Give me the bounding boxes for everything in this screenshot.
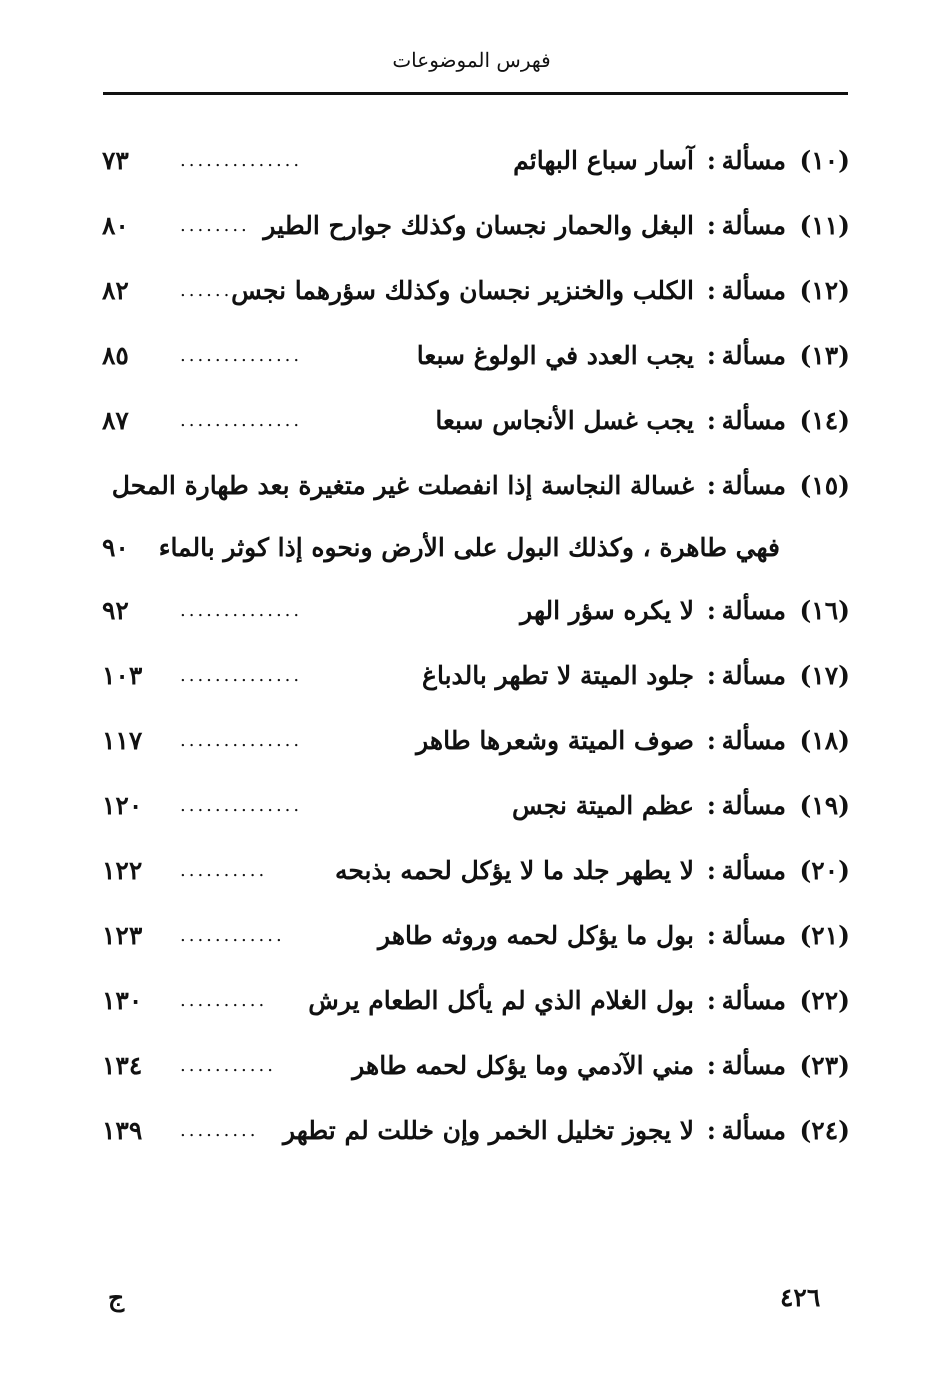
entry-number: (١١) — [799, 211, 850, 240]
entry-page-number: ١٢٣ — [102, 921, 143, 950]
entry-keyword: مسألة — [721, 471, 786, 500]
entry-colon: : — [706, 471, 716, 500]
entry-number: (٢١) — [799, 921, 850, 950]
entry-colon: : — [706, 726, 716, 755]
entry-title: لا يكره سؤر الهر — [520, 596, 694, 625]
entry-number: (١٩) — [799, 791, 850, 820]
entry-keyword: مسألة — [721, 856, 786, 885]
entry-page-number: ١٠٣ — [102, 661, 143, 690]
entry-colon: : — [706, 211, 716, 240]
entry-keyword: مسألة — [721, 791, 786, 820]
entry-keyword: مسألة — [721, 596, 786, 625]
entry-page-number: ١٣٤ — [102, 1051, 143, 1080]
entry-colon: : — [706, 791, 716, 820]
entry-page-number: ١٣٩ — [102, 1116, 143, 1145]
entry-number: (١٢) — [799, 276, 850, 305]
entry-colon: : — [706, 406, 716, 435]
entry-title-continuation: فهي طاهرة ، وكذلك البول على الأرض ونحوه إذا كوثر بالماء — [158, 533, 780, 562]
dot-leader: .............. — [180, 150, 303, 171]
entry-keyword: مسألة — [721, 276, 786, 305]
entry-keyword: مسألة — [721, 406, 786, 435]
dot-leader: .............. — [180, 410, 303, 431]
entry-keyword: مسألة — [721, 146, 786, 175]
entry-colon: : — [706, 661, 716, 690]
entry-keyword: مسألة — [721, 661, 786, 690]
toc-entry — [100, 461, 850, 586]
dot-leader: .......... — [180, 860, 268, 881]
entry-page-number: ٨٠ — [102, 211, 129, 240]
entry-number: (١٣) — [799, 341, 850, 370]
entry-title: عظم الميتة نجس — [512, 791, 694, 820]
toc-entry — [100, 136, 850, 201]
dot-leader: .............. — [180, 730, 303, 751]
entry-page-number: ٨٢ — [102, 276, 129, 305]
dot-leader: .............. — [180, 665, 303, 686]
entry-keyword: مسألة — [721, 1051, 786, 1080]
entry-keyword: مسألة — [721, 986, 786, 1015]
entry-keyword: مسألة — [721, 921, 786, 950]
toc-entry — [100, 651, 850, 716]
entry-title: يجب العدد في الولوغ سبعا — [416, 341, 694, 370]
entry-number: (٢٤) — [799, 1116, 850, 1145]
dot-leader: .......... — [180, 990, 268, 1011]
page-number: ٤٢٦ — [780, 1283, 821, 1312]
entry-title: صوف الميتة وشعرها طاهر — [416, 726, 694, 755]
entry-title: بول الغلام الذي لم يأكل الطعام يرش — [308, 986, 694, 1015]
entry-colon: : — [706, 1051, 716, 1080]
toc-entry — [100, 266, 850, 331]
entry-number: (١٧) — [799, 661, 850, 690]
dot-leader: ............ — [180, 925, 285, 946]
entry-title: لا يجوز تخليل الخمر وإن خللت لم تطهر — [282, 1116, 694, 1145]
entry-page-number: ٩٢ — [102, 596, 129, 625]
toc-entry — [100, 781, 850, 846]
entry-colon: : — [706, 986, 716, 1015]
entry-colon: : — [706, 146, 716, 175]
entry-title: لا يطهر جلد ما لا يؤكل لحمه بذبحه — [335, 856, 694, 885]
page-header-title: فهرس الموضوعات — [392, 48, 551, 72]
header-divider — [103, 92, 848, 95]
entry-colon: : — [706, 596, 716, 625]
dot-leader: .............. — [180, 600, 303, 621]
entry-page-number: ٩٠ — [102, 533, 129, 562]
toc-entry — [100, 201, 850, 266]
entry-title: البغل والحمار نجسان وكذلك جوارح الطير — [263, 211, 694, 240]
entry-title: جلود الميتة لا تطهر بالدباغ — [422, 661, 694, 690]
dot-leader: ........ — [180, 215, 250, 236]
toc-entry — [100, 396, 850, 461]
entry-number: (١٨) — [799, 726, 850, 755]
entry-number: (٢٠) — [799, 856, 850, 885]
entry-page-number: ١١٧ — [102, 726, 143, 755]
entry-colon: : — [706, 921, 716, 950]
table-of-contents — [100, 136, 850, 1171]
entry-colon: : — [706, 1116, 716, 1145]
entry-title: آسار سباع البهائم — [513, 146, 694, 175]
entry-page-number: ٨٧ — [102, 406, 129, 435]
toc-entry — [100, 976, 850, 1041]
dot-leader: .............. — [180, 345, 303, 366]
dot-leader: .............. — [180, 795, 303, 816]
entry-title: الكلب والخنزير نجسان وكذلك سؤرهما نجس — [231, 276, 694, 305]
entry-title: بول ما يؤكل لحمه وروثه طاهر — [378, 921, 694, 950]
entry-number: (١٦) — [799, 596, 850, 625]
entry-number: (٢٢) — [799, 986, 850, 1015]
entry-page-number: ٨٥ — [102, 341, 129, 370]
signature-mark: ج — [108, 1283, 125, 1312]
entry-page-number: ١٣٠ — [102, 986, 143, 1015]
entry-page-number: ٧٣ — [102, 146, 129, 175]
entry-colon: : — [706, 276, 716, 305]
entry-keyword: مسألة — [721, 726, 786, 755]
entry-number: (١٥) — [799, 471, 850, 500]
entry-title: غسالة النجاسة إذا انفصلت غير متغيرة بعد طهارة المحل — [111, 471, 694, 500]
dot-leader: ...... — [180, 280, 233, 301]
toc-entry — [100, 1106, 850, 1171]
entry-title: يجب غسل الأنجاس سبعا — [435, 406, 694, 435]
entry-keyword: مسألة — [721, 1116, 786, 1145]
entry-colon: : — [706, 341, 716, 370]
entry-number: (٢٣) — [799, 1051, 850, 1080]
dot-leader: ........... — [180, 1055, 276, 1076]
entry-page-number: ١٢٠ — [102, 791, 143, 820]
entry-number: (١٠) — [799, 146, 850, 175]
entry-number: (١٤) — [799, 406, 850, 435]
entry-title: مني الآدمي وما يؤكل لحمه طاهر — [352, 1051, 694, 1080]
entry-keyword: مسألة — [721, 211, 786, 240]
toc-entry — [100, 716, 850, 781]
entry-keyword: مسألة — [721, 341, 786, 370]
dot-leader: ......... — [180, 1120, 259, 1141]
entry-colon: : — [706, 856, 716, 885]
toc-entry — [100, 911, 850, 976]
toc-entry — [100, 331, 850, 396]
toc-entry — [100, 846, 850, 911]
entry-page-number: ١٢٢ — [102, 856, 143, 885]
toc-entry — [100, 586, 850, 651]
toc-entry — [100, 1041, 850, 1106]
